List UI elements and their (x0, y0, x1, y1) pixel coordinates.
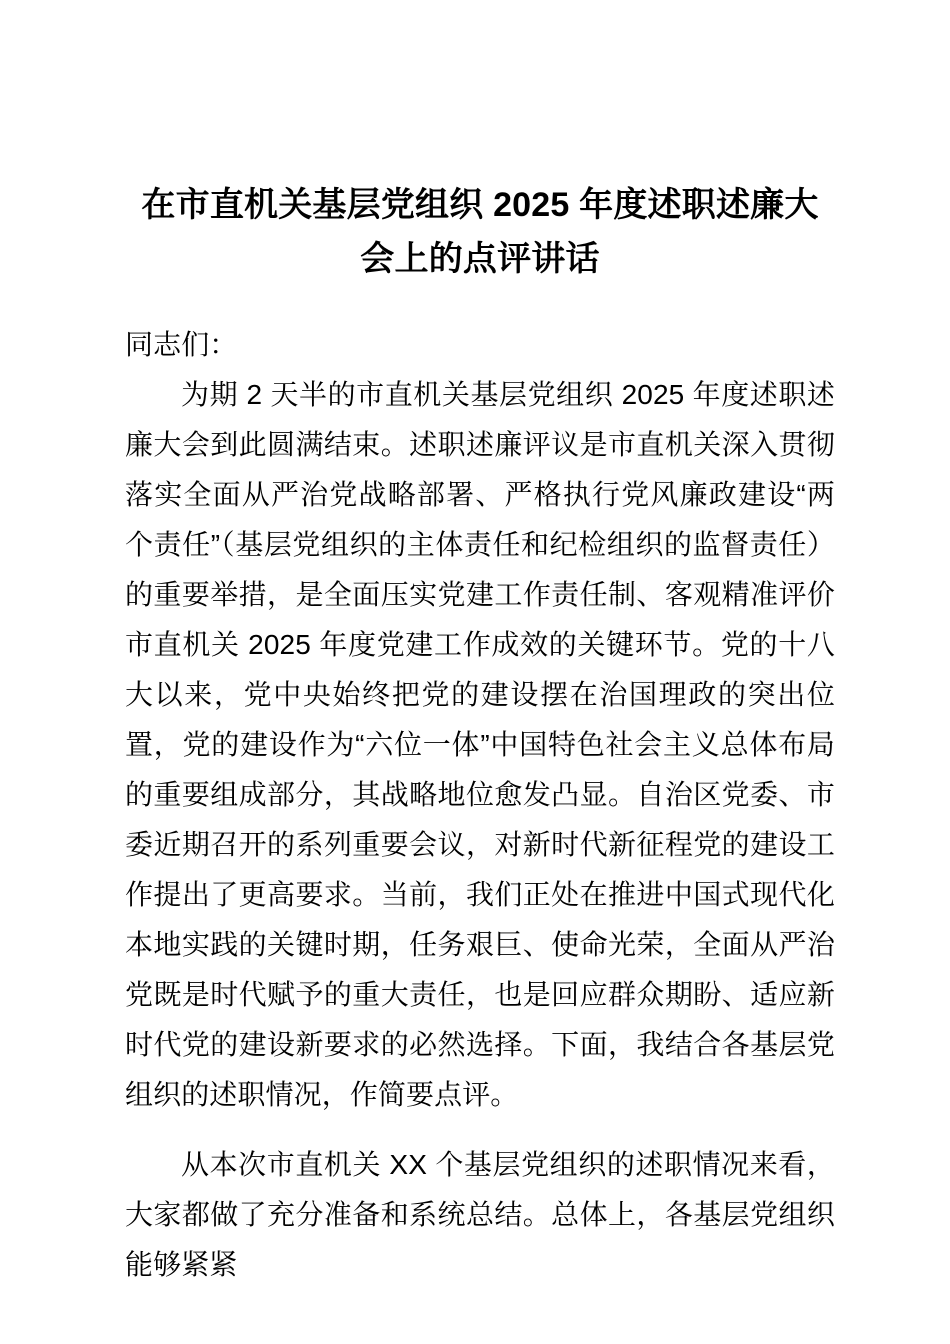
page-title: 在市直机关基层党组织 2025 年度述职述廉大会上的点评讲话 (141, 186, 819, 278)
body-paragraph-1: 为期 2 天半的市直机关基层党组织 2025 年度述职述廉大会到此圆满结束。述职述廉评议是市直机关深入贯彻落实全面从严治党战略部署、严格执行党风廉政建设“两个责任”（基层党组织的主体责任和纪检组织的监督责任）的重要举措，是全面压实党建工作责任制、客观精准评价市直机关 2025 年度党建工作成效的关键环节。党的十八大以来，党中央始终把党的建设摆在治国理政的突出位置，党的建设作为“六位一体”中国特色社会主义总体布局的重要组成部分，其战略地位愈发凸显。自治区党委、市委近期召开的系列重要会议，对新时代新征程党的建设工作提出了更高要求。当前，我们正处在推进中国式现代化本地实践的关键时期，任务艰巨、使命光荣，全面从严治党既是时代赋予的重大责任，也是回应群众期盼、适应新时代党的建设新要求的必然选择。下面，我结合各基层党组织的述职情况，作简要点评。 (125, 379, 835, 1110)
body-paragraph-2: 从本次市直机关 XX 个基层党组织的述职情况来看，大家都做了充分准备和系统总结。总体上，各基层党组织能够紧紧 (125, 1149, 835, 1280)
document-content (125, 0, 835, 1290)
paragraph-spacer (125, 1120, 835, 1140)
document-body (125, 320, 835, 1290)
salutation-line: 同志们： (125, 329, 238, 360)
